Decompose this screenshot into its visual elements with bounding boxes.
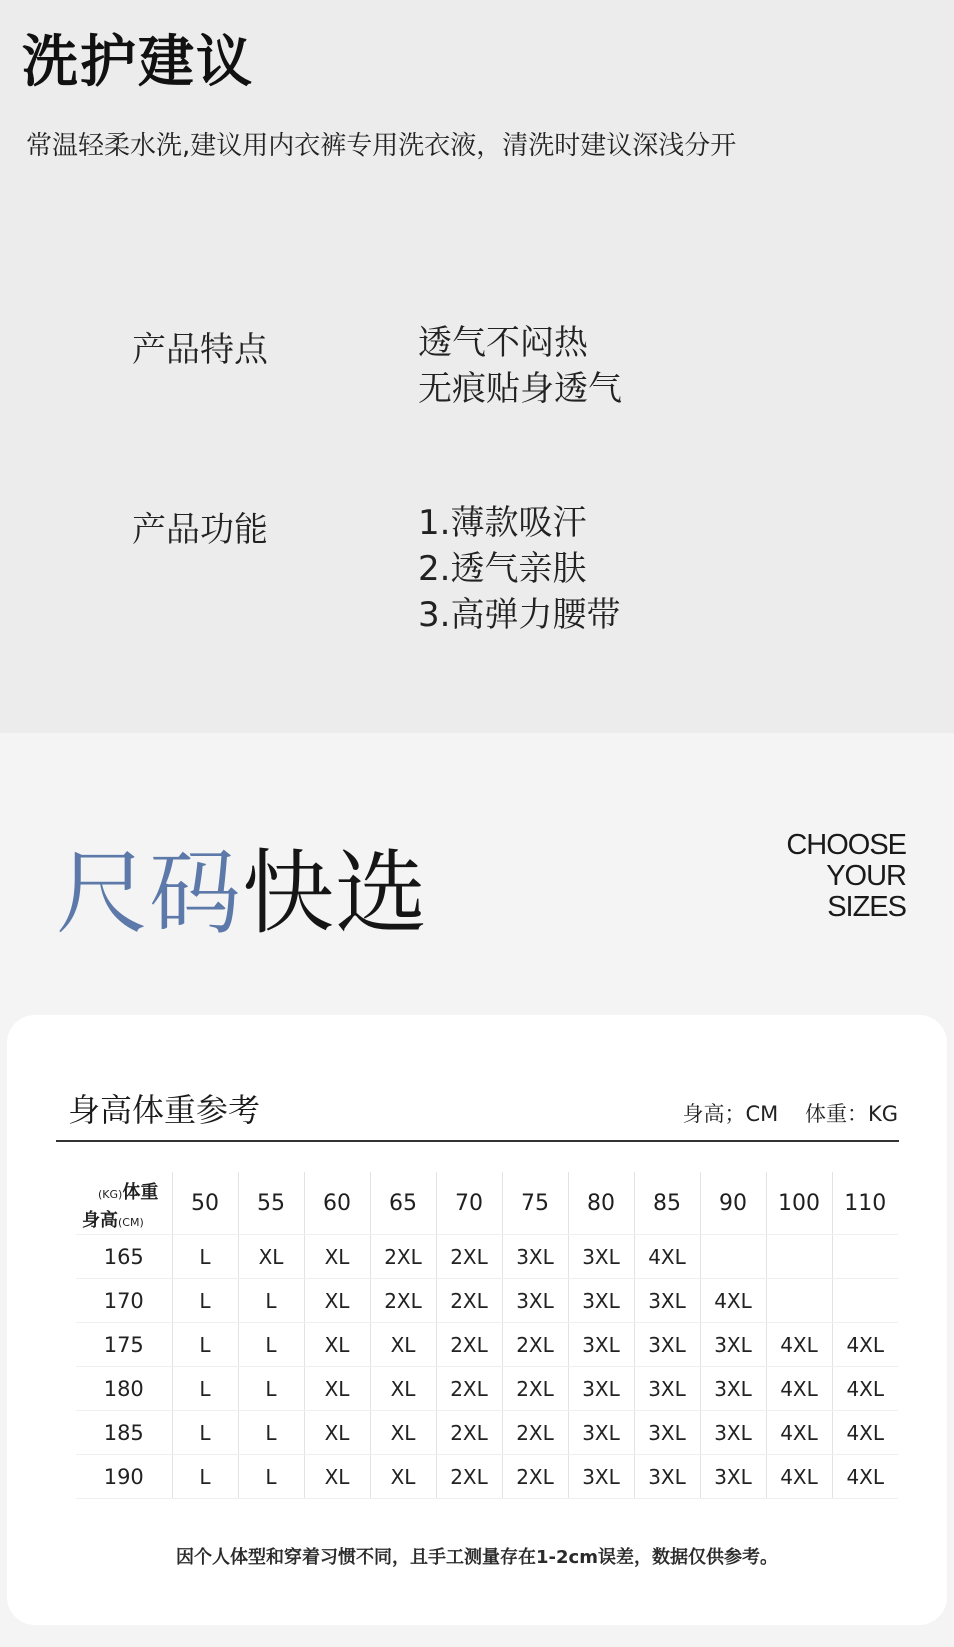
features-list <box>418 320 622 412</box>
corner-weight-unit: (KG) <box>98 1188 123 1201</box>
size-cell <box>766 1235 832 1279</box>
size-cell: 3XL <box>700 1323 766 1367</box>
functions-list <box>418 500 620 638</box>
weight-header-cell: 55 <box>238 1172 304 1235</box>
size-cell: L <box>238 1323 304 1367</box>
care-title: 洗护建议 <box>22 30 254 95</box>
sizes-title-blue: 尺码 <box>56 840 243 947</box>
functions-label: 产品功能 <box>132 510 268 550</box>
size-cell: XL <box>304 1411 370 1455</box>
size-cell: L <box>172 1455 238 1499</box>
size-cell: 3XL <box>568 1235 634 1279</box>
size-cell: L <box>172 1279 238 1323</box>
weight-header-cell: 60 <box>304 1172 370 1235</box>
size-cell: XL <box>304 1323 370 1367</box>
weight-header-cell: 70 <box>436 1172 502 1235</box>
size-cell: L <box>238 1279 304 1323</box>
size-cell: 3XL <box>700 1367 766 1411</box>
size-cell: 3XL <box>634 1279 700 1323</box>
weight-header-cell: 75 <box>502 1172 568 1235</box>
size-cell: 4XL <box>766 1455 832 1499</box>
size-cell: 3XL <box>634 1411 700 1455</box>
table-header-row <box>76 1172 898 1235</box>
size-cell: XL <box>370 1411 436 1455</box>
size-cell: XL <box>370 1455 436 1499</box>
size-cell: XL <box>304 1235 370 1279</box>
height-cell: 180 <box>76 1367 172 1411</box>
weight-header-cell: 80 <box>568 1172 634 1235</box>
reference-title: 身高体重参考 <box>68 1091 261 1129</box>
feature-item: 透气不闷热 <box>418 323 588 363</box>
size-cell <box>766 1279 832 1323</box>
size-cell: 2XL <box>502 1455 568 1499</box>
size-cell: 3XL <box>634 1367 700 1411</box>
size-cell: XL <box>304 1367 370 1411</box>
size-cell: 2XL <box>502 1367 568 1411</box>
size-cell: XL <box>238 1235 304 1279</box>
feature-item: 无痕贴身透气 <box>418 369 622 409</box>
disclaimer-note: 因个人体型和穿着习惯不同，且手工测量存在1-2cm误差，数据仅供参考。 <box>176 1547 778 1568</box>
weight-header-cell: 90 <box>700 1172 766 1235</box>
table-row <box>76 1279 898 1323</box>
size-cell: 3XL <box>568 1455 634 1499</box>
size-cell: XL <box>370 1367 436 1411</box>
table-corner <box>76 1172 172 1235</box>
table-row <box>76 1455 898 1499</box>
choose-your-sizes <box>786 830 906 923</box>
size-cell: 4XL <box>700 1279 766 1323</box>
size-cell: 4XL <box>832 1411 898 1455</box>
size-cell: 4XL <box>766 1411 832 1455</box>
table-row <box>76 1411 898 1455</box>
size-cell: 4XL <box>832 1455 898 1499</box>
function-item: 1.薄款吸汗 <box>418 503 587 543</box>
size-cell: 2XL <box>436 1411 502 1455</box>
height-cell: 175 <box>76 1323 172 1367</box>
size-cell: XL <box>370 1323 436 1367</box>
size-cell <box>700 1235 766 1279</box>
size-cell: 3XL <box>568 1367 634 1411</box>
table-row <box>76 1323 898 1367</box>
choose-line: YOUR <box>826 860 906 892</box>
size-cell: 4XL <box>766 1323 832 1367</box>
size-cell: 2XL <box>436 1455 502 1499</box>
size-cell: 2XL <box>436 1367 502 1411</box>
weight-unit: 体重：KG <box>804 1102 898 1126</box>
size-cell: 3XL <box>568 1323 634 1367</box>
height-cell: 165 <box>76 1235 172 1279</box>
size-cell: 4XL <box>634 1235 700 1279</box>
size-cell: 2XL <box>370 1235 436 1279</box>
weight-header-cell: 85 <box>634 1172 700 1235</box>
table-row <box>76 1235 898 1279</box>
size-cell <box>832 1235 898 1279</box>
size-cell: 3XL <box>700 1455 766 1499</box>
function-item: 3.高弹力腰带 <box>418 595 621 635</box>
size-cell: 2XL <box>370 1279 436 1323</box>
size-cell: L <box>172 1235 238 1279</box>
size-cell: 2XL <box>436 1279 502 1323</box>
height-unit: 身高；CM <box>682 1102 779 1126</box>
divider <box>56 1140 899 1142</box>
care-description: 常温轻柔水洗,建议用内衣裤专用洗衣液，清洗时建议深浅分开 <box>26 131 737 161</box>
size-cell: L <box>172 1323 238 1367</box>
size-cell: 3XL <box>502 1279 568 1323</box>
corner-weight: 体重 <box>122 1182 159 1203</box>
size-cell: L <box>238 1455 304 1499</box>
size-table <box>76 1172 898 1499</box>
size-cell <box>832 1279 898 1323</box>
height-cell: 170 <box>76 1279 172 1323</box>
size-cell: L <box>172 1367 238 1411</box>
size-cell: 4XL <box>832 1367 898 1411</box>
size-cell: 2XL <box>502 1411 568 1455</box>
weight-header-cell: 100 <box>766 1172 832 1235</box>
units-label <box>682 1098 898 1128</box>
weight-header-cell: 110 <box>832 1172 898 1235</box>
weight-header-cell: 50 <box>172 1172 238 1235</box>
size-cell: 2XL <box>436 1235 502 1279</box>
size-cell: 3XL <box>634 1455 700 1499</box>
size-cell: 2XL <box>502 1323 568 1367</box>
size-cell: 3XL <box>568 1411 634 1455</box>
table-row <box>76 1367 898 1411</box>
height-cell: 190 <box>76 1455 172 1499</box>
corner-height-unit: (CM) <box>118 1216 144 1229</box>
height-cell: 185 <box>76 1411 172 1455</box>
size-cell: 4XL <box>832 1323 898 1367</box>
size-cell: L <box>238 1411 304 1455</box>
weight-header-cell: 65 <box>370 1172 436 1235</box>
size-cell: 3XL <box>634 1323 700 1367</box>
choose-line: CHOOSE <box>786 829 906 861</box>
corner-height: 身高 <box>82 1210 118 1231</box>
size-cell: 3XL <box>568 1279 634 1323</box>
size-cell: XL <box>304 1455 370 1499</box>
choose-line: SIZES <box>827 891 906 923</box>
function-item: 2.透气亲肤 <box>418 549 587 589</box>
sizes-title <box>56 820 428 952</box>
size-cell: L <box>172 1411 238 1455</box>
size-cell: 2XL <box>436 1323 502 1367</box>
size-cell: 3XL <box>700 1411 766 1455</box>
size-cell: 3XL <box>502 1235 568 1279</box>
features-label: 产品特点 <box>132 330 268 370</box>
sizes-title-dark: 快选 <box>242 840 429 947</box>
size-cell: 4XL <box>766 1367 832 1411</box>
size-cell: XL <box>304 1279 370 1323</box>
size-cell: L <box>238 1367 304 1411</box>
